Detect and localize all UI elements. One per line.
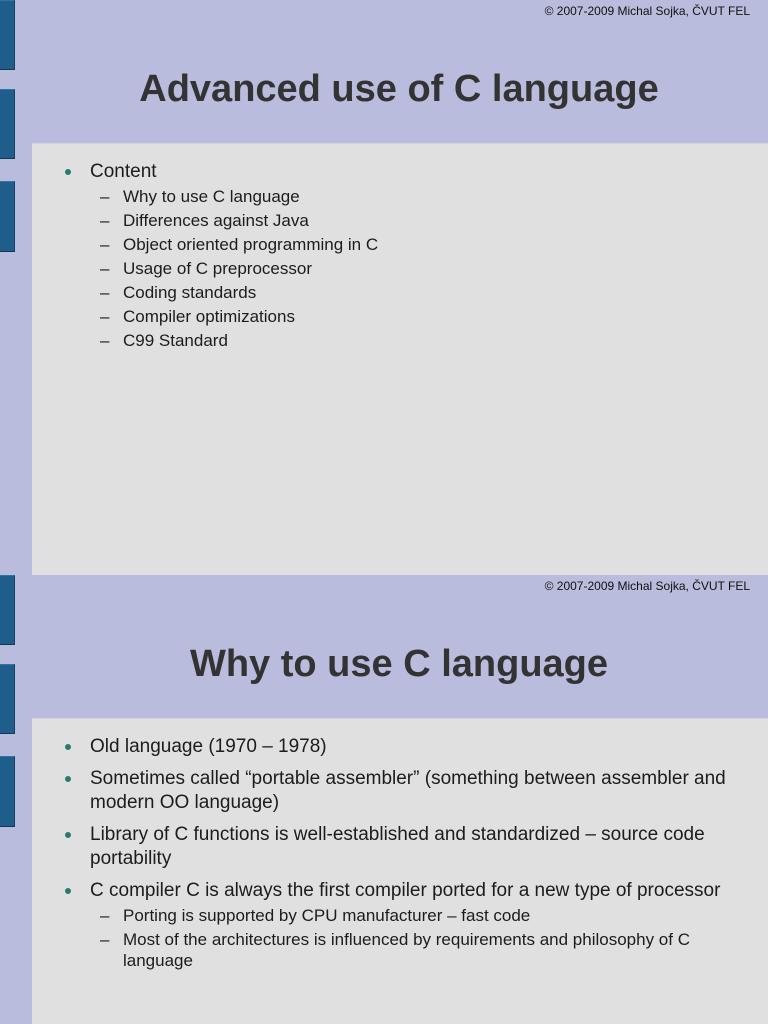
slide-2 <box>0 575 768 1024</box>
sub-bullet-text: C99 Standard <box>123 331 228 350</box>
bullet-item <box>32 767 768 815</box>
sub-bullet-item <box>90 282 728 303</box>
sub-bullet-text: Most of the architectures is influenced by requirements and philosophy of C language <box>123 930 690 970</box>
content-area <box>32 718 768 1024</box>
decor-bar <box>0 89 15 159</box>
sub-bullet-text: Why to use C language <box>123 187 300 206</box>
sub-bullet-list <box>90 186 728 351</box>
bullet-text: C compiler C is always the first compiler ported for a new type of processor <box>90 880 721 901</box>
decor-bar <box>0 0 15 70</box>
dash-icon: – <box>100 906 110 925</box>
bullet-list <box>32 735 768 971</box>
decor-bar <box>0 756 15 827</box>
dash-icon: – <box>100 235 110 254</box>
sub-bullet-item <box>90 210 728 231</box>
slide-title: Advanced use of C language <box>139 68 659 110</box>
bullet-icon <box>65 744 71 750</box>
sub-bullet-item <box>90 306 728 327</box>
sub-bullet-text: Coding standards <box>123 283 257 302</box>
sub-bullet-item <box>90 905 728 926</box>
sub-bullet-text: Object oriented programming in C <box>123 235 379 254</box>
dash-icon: – <box>100 259 110 278</box>
bullet-text: Library of C functions is well-established and standardized – source code portability <box>90 824 705 869</box>
bullet-item <box>32 160 768 351</box>
bullet-icon <box>65 832 71 838</box>
copyright-text: © 2007-2009 Michal Sojka, ČVUT FEL <box>544 579 750 593</box>
bullet-item <box>32 879 768 971</box>
bullet-text: Content <box>90 161 157 182</box>
sub-bullet-item <box>90 330 728 351</box>
copyright-text: © 2007-2009 Michal Sojka, ČVUT FEL <box>544 4 750 18</box>
sub-bullet-list <box>90 905 728 971</box>
dash-icon: – <box>100 307 110 326</box>
sub-bullet-text: Compiler optimizations <box>123 307 295 326</box>
decor-bar <box>0 181 15 252</box>
dash-icon: – <box>100 187 110 206</box>
dash-icon: – <box>100 211 110 230</box>
slide-title: Why to use C language <box>189 643 609 685</box>
sub-bullet-text: Porting is supported by CPU manufacturer – fast code <box>123 906 531 925</box>
dash-icon: – <box>100 331 110 350</box>
sub-bullet-item <box>90 234 728 255</box>
sub-bullet-item <box>90 258 728 279</box>
decor-bar <box>0 575 15 645</box>
content-area <box>32 143 768 575</box>
sub-bullet-text: Differences against Java <box>123 211 309 230</box>
bullet-text: Old language (1970 – 1978) <box>90 736 327 757</box>
bullet-icon <box>65 169 71 175</box>
bullet-icon <box>65 888 71 894</box>
dash-icon: – <box>100 283 110 302</box>
sub-bullet-item <box>90 929 728 971</box>
bullet-text: Sometimes called “portable assembler” (something between assembler and modern OO language) <box>90 768 726 813</box>
sub-bullet-text: Usage of C preprocessor <box>123 259 312 278</box>
bullet-item <box>32 823 768 871</box>
decor-bar <box>0 664 15 734</box>
sub-bullet-item <box>90 186 728 207</box>
dash-icon: – <box>100 930 110 949</box>
bullet-list <box>32 160 768 351</box>
bullet-item <box>32 735 768 759</box>
bullet-icon <box>65 776 71 782</box>
